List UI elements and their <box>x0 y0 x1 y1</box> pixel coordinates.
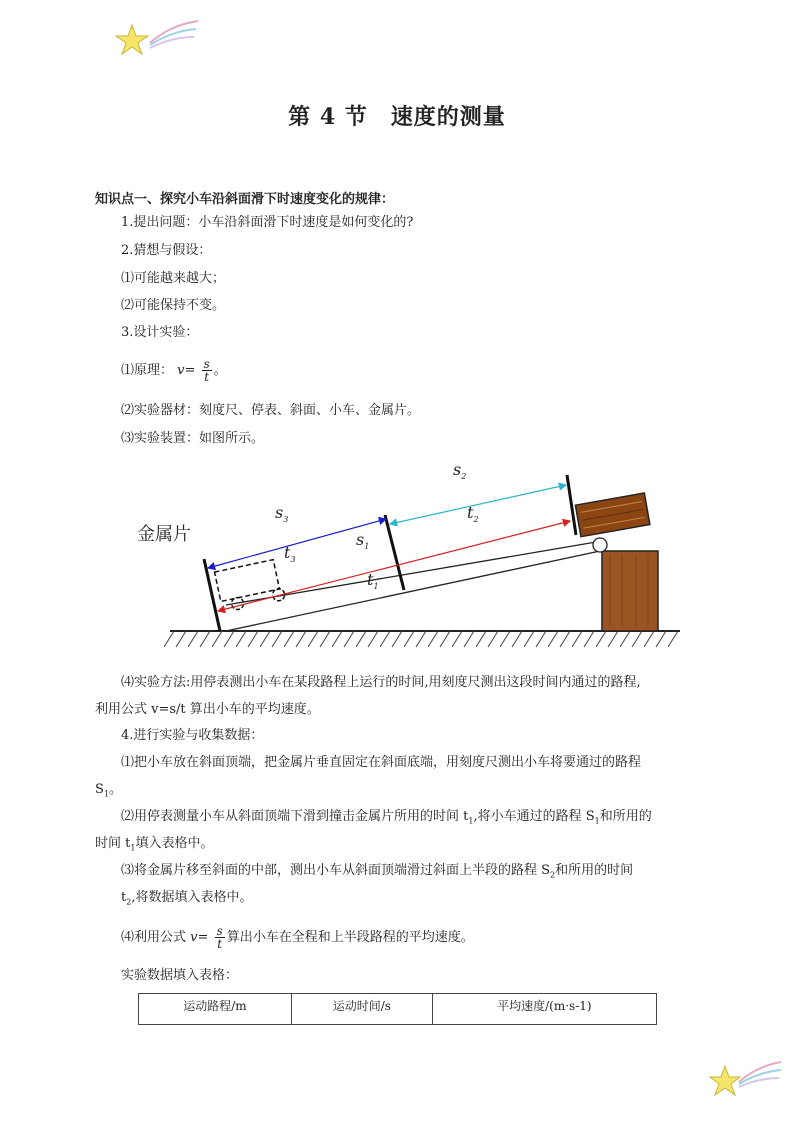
line-q1: 1.提出问题：小车沿斜面滑下时速度是如何变化的? <box>121 215 414 230</box>
step2-a2: ,将小车通过的路程 S <box>473 809 595 824</box>
label-t1 <box>367 570 379 591</box>
step4-numerator: s <box>216 924 223 938</box>
line-method-2: 利用公式 v=s/t 算出小车的平均速度。 <box>95 702 320 717</box>
line-q2: 2.猜想与假设： <box>121 243 212 258</box>
label-t1-sub: 1 <box>373 582 379 592</box>
line-step3-a <box>121 862 633 885</box>
step3-a1: ⑶将金属片移至斜面的中部，测出小车从斜面顶端滑过斜面上半段的路程 S <box>121 863 551 878</box>
line-step3-b <box>121 889 252 912</box>
incline-diagram <box>130 455 690 655</box>
table-header-distance: 运动路程/m <box>139 994 292 1025</box>
line-q4: 4.进行实验与收集数据： <box>121 728 264 743</box>
fraction-numerator: s <box>203 357 210 371</box>
step3-b1: t <box>121 890 127 905</box>
page-title: 第 4 节 速度的测量 <box>288 104 506 130</box>
line-step1-a: ⑴把小车放在斜面顶端，把金属片垂直固定在斜面底端，用刻度尺测出小车将要通过的路程 <box>121 755 642 770</box>
label-s3 <box>275 503 288 524</box>
step4-suffix: 算出小车在全程和上半段路程的平均速度。 <box>226 930 474 945</box>
step1-end: 。 <box>109 782 123 797</box>
step3-a2: 和所用的时间 <box>555 863 634 878</box>
line-table-intro: 实验数据填入表格： <box>121 968 239 983</box>
step3-a-sub: 2 <box>550 870 556 880</box>
step2-a-sub2: 1 <box>594 816 600 826</box>
label-s1-text: s <box>356 530 365 549</box>
step3-b-sub: 2 <box>126 897 132 907</box>
step2-b1: 时间 t <box>95 836 131 851</box>
line-q3: 3.设计实验： <box>121 325 199 340</box>
line-step2-b <box>95 835 213 858</box>
step2-a-sub1: 1 <box>468 816 474 826</box>
incline-bottom <box>226 551 600 631</box>
label-s2 <box>453 460 466 481</box>
label-t3-sub: 3 <box>290 555 296 565</box>
label-s3-text: s <box>275 503 284 522</box>
formula-fraction <box>202 358 212 383</box>
label-s1-sub: 1 <box>364 542 370 552</box>
step4-v: v <box>190 930 198 945</box>
section-heading: 知识点一、探究小车沿斜面滑下时速度变化的规律： <box>95 192 395 207</box>
cart-bottom-dashed <box>215 559 286 613</box>
step4-fraction <box>215 925 225 950</box>
step1-s: S <box>95 782 104 797</box>
step4-prefix: ⑷利用公式 <box>121 930 187 945</box>
line-method-1: ⑷实验方法:用停表测出小车在某段路程上运行的时间,用刻度尺测出这段时间内通过的路程, <box>121 675 641 690</box>
label-t2-text: t <box>467 503 474 522</box>
label-s1 <box>356 530 369 551</box>
fraction-denominator: t <box>204 370 210 384</box>
principle-label: ⑴原理： <box>121 363 174 378</box>
line-principle <box>121 358 227 383</box>
bottom-metal-plate <box>204 559 220 631</box>
line-step1-b <box>95 781 122 804</box>
metal-plate-label: 金属片 <box>137 524 191 544</box>
cart-top <box>575 493 649 537</box>
table-header-time: 运动时间/s <box>291 994 432 1025</box>
line-guess-1: ⑴可能越来越大； <box>121 271 226 286</box>
label-t1-text: t <box>367 570 374 589</box>
table-header-speed: 平均速度/(m·s-1) <box>432 994 656 1025</box>
line-apparatus: ⑶实验装置：如图所示。 <box>121 431 265 446</box>
label-t3-text: t <box>284 543 291 562</box>
principle-v: v <box>177 363 185 378</box>
label-t3 <box>284 543 296 564</box>
label-t2-sub: 2 <box>473 515 479 525</box>
incline-top <box>226 541 602 605</box>
ground-hatching <box>164 631 678 647</box>
shooting-star-icon <box>110 15 200 60</box>
label-s2-sub: 2 <box>461 472 467 482</box>
line-step2-a <box>121 808 652 831</box>
step2-b2: 填入表格中。 <box>135 836 214 851</box>
step1-s-sub: 1 <box>103 789 109 799</box>
step4-denominator: t <box>217 937 223 951</box>
line-step4 <box>121 925 474 950</box>
step2-a1: ⑵用停表测量小车从斜面顶端下滑到撞击金属片所用的时间 t <box>121 809 469 824</box>
line-guess-2: ⑵可能保持不变。 <box>121 298 226 313</box>
shooting-star-icon-bottom <box>705 1058 785 1100</box>
middle-metal-plate <box>385 515 404 590</box>
label-s2-text: s <box>453 460 462 479</box>
table-header-row <box>139 994 657 1025</box>
line-materials: ⑵实验器材：刻度尺、停表、斜面、小车、金属片。 <box>121 403 421 418</box>
step4-eq: = <box>197 930 209 945</box>
step3-b2: ,将数据填入表格中。 <box>131 890 253 905</box>
label-t2 <box>467 503 479 524</box>
step2-a3: 和所用的 <box>599 809 652 824</box>
principle-eq: = <box>184 363 196 378</box>
data-table <box>138 993 657 1025</box>
roller <box>593 538 607 552</box>
step2-b-sub: 1 <box>130 843 136 853</box>
t1-arrow <box>218 521 570 611</box>
principle-end: 。 <box>213 363 227 378</box>
label-s3-sub: 3 <box>283 515 289 525</box>
